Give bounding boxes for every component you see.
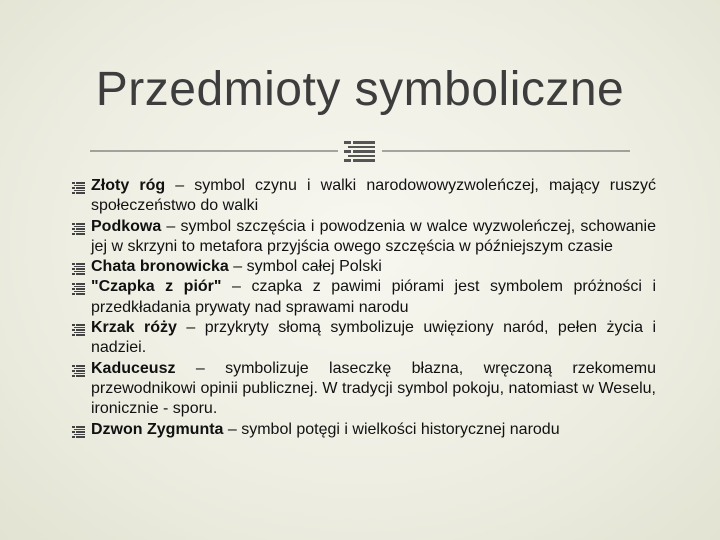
list-item <box>72 359 656 420</box>
item-description: – symbolizuje laseczkę błazna, wręczoną rzekomemu przewodnikowi opinii publicznej. W tradycji symbol pokoju, natomiast w Weselu, ironicznie - sporu. <box>91 359 656 418</box>
list-lines-icon <box>72 322 85 334</box>
symbol-list <box>72 176 656 440</box>
list-item <box>72 318 656 359</box>
item-term: Podkowa <box>91 217 162 235</box>
title-divider <box>90 138 630 168</box>
list-item <box>72 217 656 258</box>
item-term: "Czapka z piór" <box>91 278 222 296</box>
item-description: – symbol szczęścia i powodzenia w walce wyzwoleńczej, schowanie jej w skrzyni to metafora przyjścia owego szczęścia w późniejszym czasie <box>91 217 656 255</box>
item-description: – symbol całej Polski <box>228 258 382 276</box>
list-lines-icon <box>344 141 375 162</box>
slide-title: Przedmioty symboliczne <box>95 63 625 116</box>
list-lines-icon <box>72 261 85 273</box>
list-lines-icon <box>72 424 85 436</box>
item-term: Kaduceusz <box>91 359 176 377</box>
list-lines-icon <box>72 363 85 375</box>
list-lines-icon <box>72 221 85 233</box>
item-term: Dzwon Zygmunta <box>91 420 224 438</box>
list-lines-icon <box>72 180 85 192</box>
item-description: – przykryty słomą symbolizuje uwięziony naród, pełen życia i nadziei. <box>91 319 657 357</box>
list-item <box>72 257 656 277</box>
item-description: – symbol potęgi i wielkości historycznej narodu <box>223 420 560 438</box>
list-item <box>72 176 656 217</box>
list-item <box>72 277 656 318</box>
item-term: Chata bronowicka <box>91 258 229 276</box>
item-description: – czapka z pawimi piórami jest symbolem próżności i przedkładania prywaty nad sprawami narodu <box>91 278 657 316</box>
list-item <box>72 420 656 440</box>
list-lines-icon <box>72 281 85 293</box>
item-description: – symbol czynu i walki narodowowyzwoleńczej, mający ruszyć społeczeństwo do walki <box>91 177 657 215</box>
item-term: Krzak róży <box>91 319 177 337</box>
item-term: Złoty róg <box>91 177 166 194</box>
